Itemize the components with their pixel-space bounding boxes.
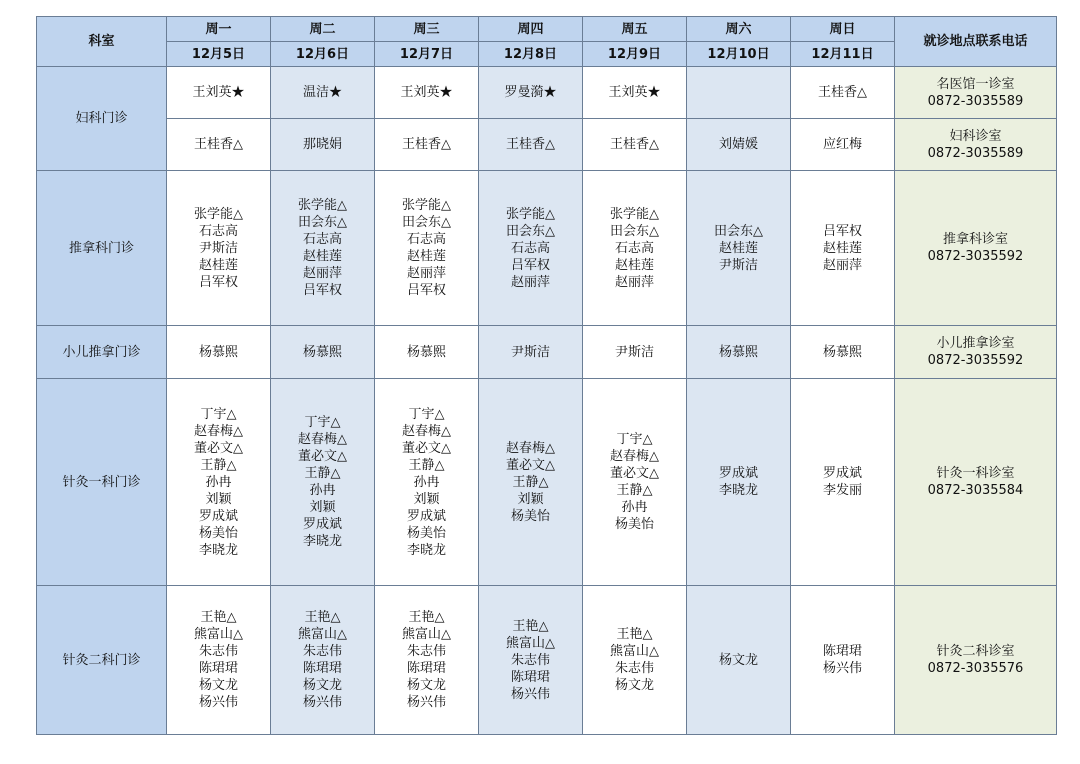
doctor-name: 尹斯洁 xyxy=(718,257,758,273)
doctor-name: 杨兴伟 xyxy=(510,686,550,702)
doctor-name: 杨慕熙 xyxy=(302,344,342,360)
clinic-room: 推拿科诊室 xyxy=(942,232,1008,247)
doctor-name: 刘颖 xyxy=(309,500,336,515)
location-cell xyxy=(895,171,1057,326)
doctor-name: 尹斯洁 xyxy=(614,344,654,360)
doctor-name: 赵丽萍 xyxy=(406,266,446,281)
phone-number: 0872-3035589 xyxy=(927,145,1024,161)
doctor-name: 李晓龙 xyxy=(302,534,342,549)
doctor-name: 朱志伟 xyxy=(302,644,342,659)
doctor-name: 吕军权 xyxy=(510,257,550,273)
table-row xyxy=(37,171,1057,326)
doctor-name: 王静△ xyxy=(512,474,549,490)
doctor-name: 王桂香△ xyxy=(506,137,555,152)
clinic-room: 针灸一科诊室 xyxy=(936,466,1015,481)
schedule-cell xyxy=(791,326,895,379)
doctor-name: 董必文△ xyxy=(506,457,555,473)
doctor-name: 石志高 xyxy=(406,232,446,247)
doctor-name: 杨美怡 xyxy=(510,508,550,524)
doctor-name: 赵春梅△ xyxy=(298,432,347,447)
doctor-name: 熊富山△ xyxy=(506,635,555,651)
doctor-name: 杨慕熙 xyxy=(822,344,862,360)
doctor-name: 熊富山△ xyxy=(402,627,451,642)
day-header: 周二 xyxy=(271,17,375,42)
department-name: 针灸一科门诊 xyxy=(37,379,167,586)
schedule-cell xyxy=(479,171,583,326)
doctor-name: 王静△ xyxy=(616,483,653,498)
table-row xyxy=(37,379,1057,586)
phone-number: 0872-3035592 xyxy=(927,249,1024,264)
doctor-name: 罗成斌 xyxy=(406,508,446,524)
schedule-cell xyxy=(583,171,687,326)
doctor-name: 尹斯洁 xyxy=(510,344,550,360)
schedule-cell xyxy=(479,119,583,171)
date-header: 12月11日 xyxy=(791,42,895,67)
doctor-name: 赵桂莲 xyxy=(614,257,654,273)
doctor-name: 刘婧媛 xyxy=(718,137,758,152)
table-body xyxy=(37,67,1057,735)
doctor-name: 陈珺珺 xyxy=(406,661,446,676)
date-header: 12月5日 xyxy=(167,42,271,67)
clinic-room: 妇科诊室 xyxy=(949,128,1002,144)
schedule-cell xyxy=(687,67,791,119)
doctor-name: 王艳△ xyxy=(512,618,549,634)
schedule-cell xyxy=(687,586,791,735)
doctor-name: 丁宇△ xyxy=(408,406,445,422)
doctor-name: 石志高 xyxy=(302,232,342,247)
table-header xyxy=(37,17,1057,67)
doctor-name: 陈珺珺 xyxy=(822,644,862,659)
schedule-cell xyxy=(167,171,271,326)
doctor-name: 赵春梅△ xyxy=(194,423,243,439)
doctor-name: 张学能△ xyxy=(298,198,347,213)
doctor-name: 王桂香△ xyxy=(818,85,867,100)
department-name: 小儿推拿门诊 xyxy=(37,326,167,379)
doctor-name: 杨文龙 xyxy=(198,678,238,693)
schedule-cell xyxy=(687,379,791,586)
doctor-name: 赵春梅△ xyxy=(506,440,555,456)
schedule-cell xyxy=(167,119,271,171)
schedule-cell xyxy=(791,171,895,326)
doctor-name: 罗成斌 xyxy=(198,508,238,524)
schedule-cell xyxy=(375,119,479,171)
doctor-name: 罗成斌 xyxy=(718,466,758,481)
doctor-name: 刘颖 xyxy=(413,491,440,507)
doctor-name: 张学能△ xyxy=(194,206,243,222)
doctor-name: 赵桂莲 xyxy=(302,249,342,264)
doctor-name: 王桂香△ xyxy=(402,137,451,152)
doctor-name: 石志高 xyxy=(614,240,654,256)
doctor-name: 应红梅 xyxy=(822,137,862,152)
schedule-cell xyxy=(375,586,479,735)
schedule-cell xyxy=(271,586,375,735)
doctor-name: 杨文龙 xyxy=(406,678,446,693)
schedule-cell xyxy=(375,171,479,326)
doctor-name: 朱志伟 xyxy=(198,644,238,659)
doctor-name: 赵丽萍 xyxy=(822,257,862,273)
doctor-name: 陈珺珺 xyxy=(510,669,550,685)
doctor-name: 王静△ xyxy=(200,457,237,473)
doctor-name: 赵丽萍 xyxy=(614,274,654,290)
doctor-name: 刘颖 xyxy=(517,491,544,507)
department-name: 推拿科门诊 xyxy=(37,171,167,326)
doctor-name: 朱志伟 xyxy=(406,644,446,659)
location-cell xyxy=(895,586,1057,735)
doctor-name: 董必文△ xyxy=(402,440,451,456)
schedule-cell xyxy=(167,67,271,119)
doctor-name: 赵丽萍 xyxy=(510,274,550,290)
doctor-name: 赵桂莲 xyxy=(718,240,758,256)
doctor-name: 董必文△ xyxy=(194,440,243,456)
schedule-cell xyxy=(791,586,895,735)
doctor-name: 张学能△ xyxy=(506,206,555,222)
doctor-name: 杨美怡 xyxy=(406,525,446,541)
schedule-cell xyxy=(167,326,271,379)
doctor-name: 王艳△ xyxy=(304,610,341,625)
doctor-name: 杨兴伟 xyxy=(822,661,862,676)
doctor-name: 温洁★ xyxy=(302,85,342,100)
table-row xyxy=(37,67,1057,119)
doctor-name: 王艳△ xyxy=(616,627,653,642)
day-header: 周日 xyxy=(791,17,895,42)
date-header: 12月8日 xyxy=(479,42,583,67)
doctor-name: 吕军权 xyxy=(406,283,446,298)
doctor-name: 吕军权 xyxy=(198,274,238,290)
doctor-name: 杨文龙 xyxy=(302,678,342,693)
table-row xyxy=(37,586,1057,735)
doctor-name: 孙冉 xyxy=(309,483,336,498)
schedule-cell xyxy=(583,119,687,171)
schedule-cell xyxy=(687,326,791,379)
doctor-name: 石志高 xyxy=(510,240,550,256)
doctor-name: 吕军权 xyxy=(302,283,342,298)
table-row xyxy=(37,326,1057,379)
schedule-table xyxy=(36,16,1057,735)
doctor-name: 那晓娟 xyxy=(302,137,342,152)
doctor-name: 丁宇△ xyxy=(304,415,341,430)
clinic-room: 针灸二科诊室 xyxy=(936,644,1015,659)
doctor-name: 董必文△ xyxy=(610,466,659,481)
doctor-name: 罗曼漪★ xyxy=(504,85,557,100)
doctor-name: 罗成斌 xyxy=(302,517,342,532)
schedule-cell xyxy=(791,119,895,171)
doctor-name: 赵丽萍 xyxy=(302,266,342,281)
phone-number: 0872-3035589 xyxy=(927,93,1024,109)
doctor-name: 王艳△ xyxy=(200,610,237,625)
doctor-name: 丁宇△ xyxy=(616,432,653,447)
schedule-cell xyxy=(479,326,583,379)
schedule-cell xyxy=(271,67,375,119)
schedule-cell xyxy=(479,586,583,735)
schedule-cell xyxy=(687,119,791,171)
dept-column-header: 科室 xyxy=(37,17,167,67)
schedule-cell xyxy=(375,379,479,586)
schedule-cell xyxy=(167,379,271,586)
clinic-room: 小儿推拿诊室 xyxy=(936,336,1015,351)
doctor-name: 罗成斌 xyxy=(822,466,862,481)
schedule-cell xyxy=(583,67,687,119)
doctor-name: 杨慕熙 xyxy=(406,344,446,360)
doctor-name: 吕军权 xyxy=(822,223,862,239)
table-row xyxy=(37,119,1057,171)
schedule-cell xyxy=(583,379,687,586)
day-header: 周四 xyxy=(479,17,583,42)
doctor-name: 李晓龙 xyxy=(198,542,238,558)
doctor-name: 王桂香△ xyxy=(610,137,659,152)
day-header: 周三 xyxy=(375,17,479,42)
doctor-name: 杨美怡 xyxy=(198,525,238,541)
location-cell xyxy=(895,67,1057,119)
doctor-name: 陈珺珺 xyxy=(198,661,238,676)
doctor-name: 熊富山△ xyxy=(194,627,243,642)
doctor-name: 杨慕熙 xyxy=(718,344,758,360)
day-header: 周一 xyxy=(167,17,271,42)
location-cell xyxy=(895,326,1057,379)
doctor-name: 杨文龙 xyxy=(718,652,758,668)
doctor-name: 刘颖 xyxy=(205,491,232,507)
doctor-name: 赵春梅△ xyxy=(610,449,659,464)
doctor-name: 孙冉 xyxy=(205,474,232,490)
contact-column-header: 就诊地点联系电话 xyxy=(895,17,1057,67)
doctor-name: 李晓龙 xyxy=(406,542,446,558)
doctor-name: 孙冉 xyxy=(621,500,648,515)
doctor-name: 赵桂莲 xyxy=(822,240,862,256)
schedule-cell xyxy=(375,67,479,119)
doctor-name: 王刘英★ xyxy=(608,85,661,100)
doctor-name: 赵桂莲 xyxy=(198,257,238,273)
doctor-name: 董必文△ xyxy=(298,449,347,464)
schedule-cell xyxy=(583,326,687,379)
day-header: 周五 xyxy=(583,17,687,42)
doctor-name: 田会东△ xyxy=(298,215,347,230)
schedule-cell xyxy=(583,586,687,735)
doctor-name: 王艳△ xyxy=(408,610,445,625)
doctor-name: 田会东△ xyxy=(402,215,451,230)
date-header: 12月9日 xyxy=(583,42,687,67)
doctor-name: 熊富山△ xyxy=(610,644,659,659)
doctor-name: 李发丽 xyxy=(822,483,862,498)
doctor-name: 杨兴伟 xyxy=(198,695,238,710)
day-header: 周六 xyxy=(687,17,791,42)
doctor-name: 王静△ xyxy=(304,466,341,481)
doctor-name: 杨美怡 xyxy=(614,517,654,532)
phone-number: 0872-3035592 xyxy=(927,353,1024,368)
schedule-cell xyxy=(479,379,583,586)
doctor-name: 杨兴伟 xyxy=(406,695,446,710)
schedule-cell xyxy=(271,379,375,586)
doctor-name: 孙冉 xyxy=(413,474,440,490)
doctor-name: 王静△ xyxy=(408,457,445,473)
doctor-name: 田会东△ xyxy=(506,223,555,239)
doctor-name: 朱志伟 xyxy=(614,661,654,676)
schedule-cell xyxy=(271,326,375,379)
doctor-name: 王刘英★ xyxy=(400,85,453,100)
doctor-name: 陈珺珺 xyxy=(302,661,342,676)
doctor-name: 熊富山△ xyxy=(298,627,347,642)
doctor-name: 丁宇△ xyxy=(200,406,237,422)
doctor-name: 尹斯洁 xyxy=(198,240,238,256)
doctor-name: 王桂香△ xyxy=(194,137,243,152)
doctor-name: 李晓龙 xyxy=(718,483,758,498)
phone-number: 0872-3035584 xyxy=(927,483,1024,498)
doctor-name: 杨慕熙 xyxy=(198,344,238,360)
doctor-name: 赵桂莲 xyxy=(406,249,446,264)
schedule-cell xyxy=(271,119,375,171)
doctor-name: 王刘英★ xyxy=(192,85,245,100)
schedule-cell xyxy=(167,586,271,735)
schedule-cell xyxy=(791,379,895,586)
date-header: 12月7日 xyxy=(375,42,479,67)
schedule-cell xyxy=(687,171,791,326)
doctor-name: 杨兴伟 xyxy=(302,695,342,710)
department-name: 妇科门诊 xyxy=(37,67,167,171)
location-cell xyxy=(895,379,1057,586)
doctor-name: 朱志伟 xyxy=(510,652,550,668)
doctor-name: 田会东△ xyxy=(714,223,763,239)
date-header: 12月6日 xyxy=(271,42,375,67)
day-header-row xyxy=(37,17,1057,42)
schedule-cell xyxy=(271,171,375,326)
department-name: 针灸二科门诊 xyxy=(37,586,167,735)
schedule-cell xyxy=(791,67,895,119)
location-cell xyxy=(895,119,1057,171)
doctor-name: 张学能△ xyxy=(402,198,451,213)
doctor-name: 赵春梅△ xyxy=(402,423,451,439)
doctor-name: 田会东△ xyxy=(610,223,659,239)
clinic-room: 名医馆一诊室 xyxy=(936,76,1015,92)
doctor-name: 杨文龙 xyxy=(614,678,654,693)
phone-number: 0872-3035576 xyxy=(927,661,1024,676)
doctor-name: 张学能△ xyxy=(610,206,659,222)
date-header: 12月10日 xyxy=(687,42,791,67)
schedule-cell xyxy=(479,67,583,119)
doctor-name: 石志高 xyxy=(198,223,238,239)
schedule-cell xyxy=(375,326,479,379)
